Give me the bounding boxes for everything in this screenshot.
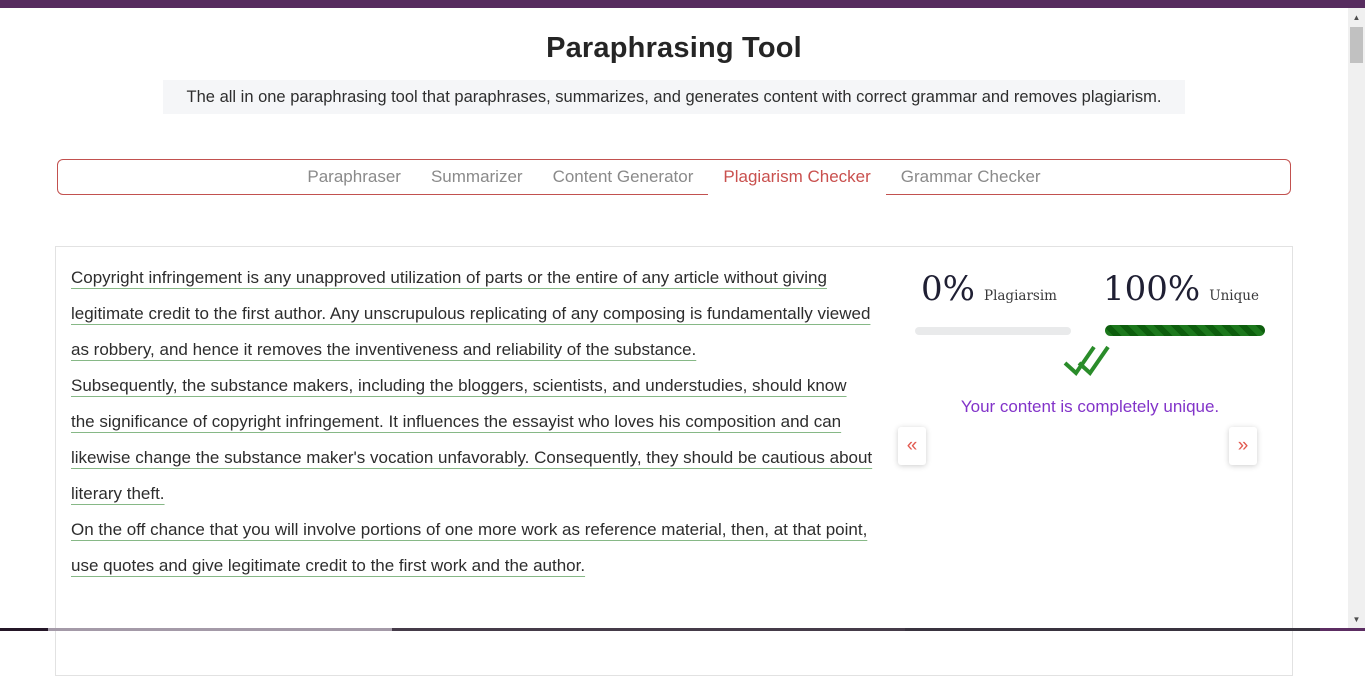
prev-result-button[interactable]: « (898, 427, 926, 465)
unique-percent: 100% (1103, 269, 1201, 309)
unique-message: Your content is completely unique. (960, 397, 1220, 416)
page-title: Paraphrasing Tool (546, 32, 802, 64)
plagiarism-label: Plagiarsim (983, 288, 1057, 304)
unique-score (1103, 269, 1259, 309)
page-scrollbar[interactable] (1348, 8, 1365, 628)
scroll-down-icon[interactable]: ▼ (1352, 614, 1361, 624)
double-check-icon (1062, 339, 1118, 379)
unique-label: Unique (1209, 288, 1259, 304)
tab-plagiarism-checker[interactable]: Plagiarism Checker (708, 160, 885, 194)
tab-grammar-checker[interactable]: Grammar Checker (900, 167, 1041, 186)
scroll-up-icon[interactable]: ▲ (1352, 12, 1361, 22)
plagiarism-score (921, 269, 1057, 309)
tab-paraphraser[interactable]: Paraphraser (307, 167, 401, 186)
checker-panel (55, 246, 1293, 676)
result-nav-row (888, 427, 1292, 465)
page-subtitle: The all in one paraphrasing tool that paraphrases, summarizes, and generates content with correct grammar and removes plagiarism. (163, 80, 1186, 114)
tab-summarizer[interactable]: Summarizer (430, 167, 523, 186)
page (0, 8, 1348, 676)
checkmark-row (888, 339, 1292, 381)
plagiarism-progress-bar (915, 327, 1071, 335)
tool-tabbar (57, 159, 1291, 195)
score-row (888, 269, 1292, 309)
scrollbar-thumb[interactable] (1350, 27, 1363, 63)
checked-paragraph: Subsequently, the substance makers, including the bloggers, scientists, and understudies, should know the significance of copyright infringement. It influences the essayist who loves his composition and can likewise change the substance maker's vocation unfavorably. Consequently, they should be cautious about literary theft. (71, 376, 873, 503)
subtitle-row (0, 80, 1348, 114)
unique-progress-bar (1105, 325, 1265, 336)
results-panel (888, 247, 1292, 675)
next-result-button[interactable]: » (1229, 427, 1257, 465)
window-top-strip (0, 0, 1365, 8)
plagiarism-percent: 0% (921, 269, 975, 309)
score-bars-row (888, 325, 1292, 336)
checked-paragraph: On the off chance that you will involve portions of one more work as reference material, then, at that point, use quotes and give legitimate credit to the first work and the author. (71, 520, 868, 575)
checked-text-area[interactable] (56, 247, 888, 675)
tab-content-generator[interactable]: Content Generator (552, 167, 694, 186)
checked-paragraph: Copyright infringement is any unapproved utilization of parts or the entire of any article without giving legitimate credit to the first author. Any unscrupulous replicating of any composing is fundamentally viewed as robbery, and hence it removes the inventiveness and reliability of the substance. (71, 268, 871, 359)
